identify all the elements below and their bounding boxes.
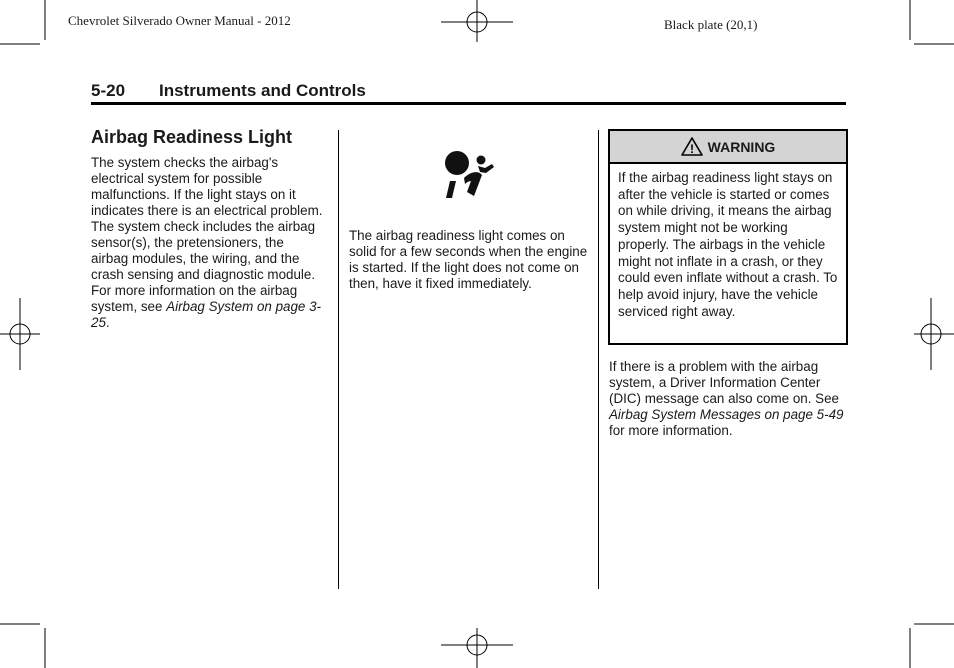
airbag-readiness-icon [440,148,496,204]
column-divider [338,130,339,589]
cross-reference: Airbag System on page 3-25 [91,299,321,330]
column-1-text: The system checks the airbag's electrical system for possible malfunctions. If the light stays on it indicates there is an electrical problem. The system check includes the airbag sensor(s), the pretensioners, the airbag modules, the wiring, and the crash sensing and diagnostic module. For more information on the airbag system, see Airbag System on page 3-25. [91,155,323,330]
plate-label: Black plate (20,1) [664,17,758,32]
document-title: Chevrolet Silverado Owner Manual - 2012 [68,13,291,28]
page-title: Airbag Readiness Light [91,127,293,147]
column-2-text: The airbag readiness light comes on solid for a few seconds when the engine is started. If the light does not come on then, have it fixed immediately. [349,228,588,291]
warning-box [608,129,848,345]
column-3-text: If there is a problem with the airbag system, a Driver Information Center (DIC) message can also come on. See Airbag System Messages on page 5-49 for more information. [609,359,844,438]
svg-text:!: ! [689,142,694,156]
column-divider [598,130,599,589]
warning-text: If the airbag readiness light stays on after the vehicle is started or comes on while driving, it means the airbag system might not be working properly. The airbags in the vehicle might not inflate in a crash, or they could even inflate without a crash. To help avoid injury, have the vehicle serviced right away. [618,170,838,319]
section-number: 5-20 [91,81,126,100]
warning-label: WARNING [707,138,776,155]
section-title: Instruments and Controls [159,81,366,100]
warning-header [610,131,846,164]
cross-reference: Airbag System Messages on page 5-49 [609,407,844,422]
section-header [91,81,846,105]
warning-triangle-icon [681,137,703,156]
